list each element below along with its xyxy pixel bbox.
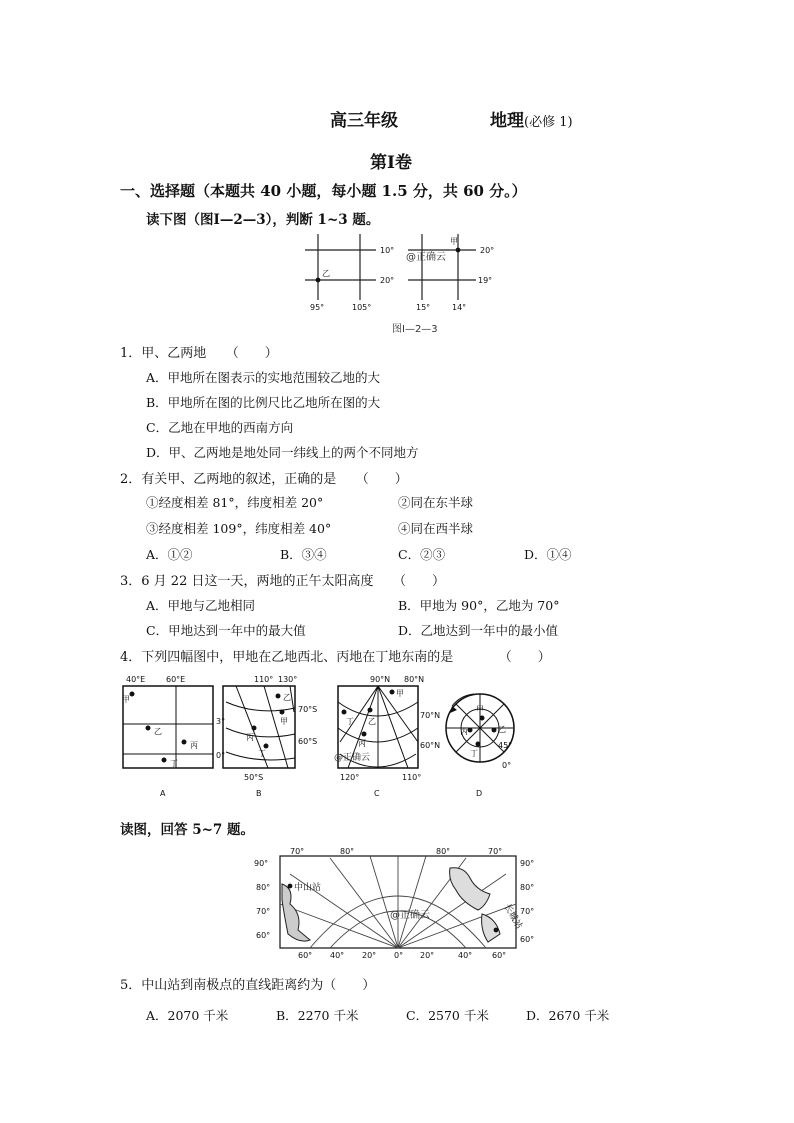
q5-option-d: D．2670 千米 (526, 1008, 610, 1023)
map-d-label: D (476, 789, 483, 798)
map-c-p3: 乙 (368, 717, 376, 726)
q2-option-d: D．①④ (524, 547, 572, 562)
map-b-lat-2: 60°S (298, 737, 318, 746)
map-b-p4: 丁 (258, 749, 266, 758)
map-a-lon-2: 60°E (166, 675, 186, 684)
q4-stem: 4．下列四幅图中，甲地在乙地西北、丙地在丁地东南的是 （ ） (120, 650, 551, 665)
map-b (223, 675, 317, 798)
fig1-lon-left-a: 95° (310, 303, 325, 312)
map-c-p2: 丁 (346, 717, 354, 726)
fig2-lat-right-4: 60° (520, 935, 535, 944)
map-a-lat-1: 3° (216, 717, 226, 726)
map-b-p2: 甲 (280, 717, 288, 726)
fig2-lon-bottom-4: 0° (394, 951, 404, 960)
map-c-dot-3 (368, 708, 373, 713)
zhongshan-station-dot (288, 884, 293, 889)
fig2-lat-right-1: 90° (520, 859, 535, 868)
q2-statement-3: ③经度相差 109°，纬度相差 40° (146, 521, 332, 536)
q3-option-b: B．甲地为 90°，乙地为 70° (398, 598, 560, 613)
map-a-lon-1: 40°E (126, 675, 146, 684)
map-a-dot-1 (130, 692, 135, 697)
fig2-lat-right-2: 80° (520, 883, 535, 892)
map-a-label: A (160, 789, 166, 798)
map-a-p2: 乙 (154, 727, 162, 736)
zhongshan-station-label: 中山站 (294, 883, 322, 893)
fig2-lat-left-1: 90° (254, 859, 269, 868)
fig1-lat-top-left: 10° (380, 246, 395, 255)
fig1-lat-bottom-left: 20° (380, 276, 395, 285)
fig1-point-yi-label: 乙 (322, 269, 330, 278)
q5-option-b: B．2270 千米 (276, 1008, 359, 1023)
volume-title: 第Ⅰ卷 (370, 153, 412, 173)
q3-option-c: C．甲地达到一年中的最大值 (146, 623, 306, 638)
map-c-dot-4 (362, 732, 367, 737)
q3-option-d: D．乙地达到一年中的最小值 (398, 623, 559, 638)
changcheng-station-label: 长城站 (501, 902, 524, 931)
map-d-mark-0: 0° (502, 761, 512, 770)
map-d-p2: 丙 (460, 727, 468, 736)
fig1-point-jia-label: 甲 (450, 237, 458, 246)
fig2-lon-top-3: 80° (436, 847, 451, 856)
map-c-lon-1: 90°N (370, 675, 391, 684)
fig2-lon-bottom-3: 20° (362, 951, 377, 960)
map-b-dot-1 (276, 694, 281, 699)
map-c-lat-1: 70°N (420, 711, 441, 720)
fig2-lon-bottom-2: 40° (330, 951, 345, 960)
map-c-dot-1 (390, 690, 395, 695)
subject-name: 地理 (490, 111, 524, 131)
map-b-lon-1: 110° (254, 675, 274, 684)
fig2-lon-top-2: 80° (340, 847, 355, 856)
map-d-p3: 乙 (498, 725, 506, 734)
q2-option-b: B．③④ (280, 547, 327, 562)
map-b-dot-3 (252, 726, 257, 731)
map-a-dot-2 (146, 726, 151, 731)
fig1-watermark: @正确云 (406, 252, 446, 263)
map-c-label: C (374, 789, 380, 798)
grade-title: 高三年级 (330, 111, 398, 131)
map-a-p3: 丙 (190, 741, 198, 750)
map-c-lon-2: 80°N (404, 675, 425, 684)
figure4-maps (118, 672, 538, 802)
fig2-lat-right-3: 70° (520, 907, 535, 916)
q3-option-a: A．甲地与乙地相同 (146, 598, 256, 613)
fig2-lat-left-2: 80° (256, 883, 271, 892)
map-b-dot-2 (280, 710, 285, 715)
fig2-lon-top-4: 70° (488, 847, 503, 856)
map-b-lon-2: 130° (278, 675, 298, 684)
map-a-lat-2: 0° (216, 751, 226, 760)
q5-option-a: A．2070 千米 (146, 1008, 229, 1023)
map-d-p4: 丁 (470, 749, 478, 758)
map-c-lon-bottom-1: 120° (340, 773, 360, 782)
fig2-lon-bottom-6: 40° (458, 951, 473, 960)
fig1-lon-left-b: 105° (352, 303, 372, 312)
q2-option-a: A．①② (146, 547, 193, 562)
fig1-lat-top-right: 20° (480, 246, 495, 255)
q1-option-a: A．甲地所在图表示的实地范围较乙地的大 (146, 370, 381, 385)
map-b-label: B (256, 789, 262, 798)
map-c-lon-bottom-2: 110° (402, 773, 422, 782)
map-d-dot-1 (480, 716, 485, 721)
figure1-point-jia (456, 248, 461, 253)
fig2-lon-bottom-5: 20° (420, 951, 435, 960)
q2-statement-1: ①经度相差 81°，纬度相差 20° (146, 495, 324, 510)
map-a-p1: 甲 (122, 695, 130, 704)
q2-statement-4: ④同在西半球 (398, 521, 474, 536)
section-heading: 一、选择题（本题共 40 小题，每小题 1.5 分，共 60 分。） (120, 182, 527, 200)
map-d-dot-4 (476, 742, 481, 747)
subject-note: (必修 1) (524, 115, 573, 130)
map-b-dot-4 (264, 744, 269, 749)
map-d-mark-45: 45° (498, 741, 513, 750)
q5-option-c: C．2570 千米 (406, 1008, 489, 1023)
map-d-dot-3 (492, 728, 497, 733)
map-b-p1: 乙 (283, 693, 291, 702)
map-d (446, 694, 514, 798)
q1-option-b: B．甲地所在图的比例尺比乙地所在图的大 (146, 395, 381, 410)
map-d-p1: 甲 (476, 705, 484, 714)
fig2-lat-left-3: 70° (256, 907, 271, 916)
q1-stem: 1．甲、乙两地 （ ） (120, 346, 278, 361)
q1-option-c: C．乙地在甲地的西南方向 (146, 420, 294, 435)
figure1-point-yi (316, 278, 321, 283)
map-c-p4: 丙 (358, 739, 366, 748)
map-c (334, 675, 440, 798)
antarctica-map (250, 844, 550, 964)
q1-option-d: D．甲、乙两地是地处同一纬线上的两个不同地方 (146, 445, 419, 460)
fig2-lon-bottom-7: 60° (492, 951, 507, 960)
q3-stem: 3．6 月 22 日这一天，两地的正午太阳高度 （ ） (120, 574, 445, 589)
figure2-intro: 读图，回答 5~7 题。 (120, 822, 254, 838)
fig1-lon-right-a: 15° (416, 303, 431, 312)
fig1-lat-bottom-right: 19° (478, 276, 493, 285)
figure1-caption: 图Ⅰ—2—3 (392, 324, 438, 335)
map-c-p1: 甲 (396, 689, 404, 698)
q2-option-c: C．②③ (398, 547, 446, 562)
q2-stem: 2．有关甲、乙两地的叙述，正确的是 （ ） (120, 472, 408, 487)
map-a (122, 675, 225, 798)
map-b-lat-1: 70°S (298, 705, 318, 714)
q2-statement-2: ②同在东半球 (398, 495, 474, 510)
map-b-p3: 丙 (246, 733, 254, 742)
figure1-grid-map (300, 228, 520, 338)
fig2-lon-bottom-1: 60° (298, 951, 313, 960)
map-b-lon-bottom: 50°S (244, 773, 264, 782)
fig2-watermark: @正确云 (390, 910, 430, 921)
fig2-lon-top-1: 70° (290, 847, 305, 856)
subject-title (490, 106, 573, 131)
map-c-lat-2: 60°N (420, 741, 441, 750)
map-a-dot-4 (162, 758, 167, 763)
fig1-lon-right-b: 14° (452, 303, 467, 312)
map-a-dot-3 (182, 740, 187, 745)
map-c-dot-2 (342, 710, 347, 715)
fig2-lat-left-4: 60° (256, 931, 271, 940)
map-c-watermark: @正确云 (334, 753, 371, 763)
map-a-p4: 丁 (170, 759, 178, 768)
figure1-intro: 读下图（图Ⅰ—2—3），判断 1~3 题。 (146, 212, 380, 228)
changcheng-station-dot (494, 928, 499, 933)
q5-stem: 5．中山站到南极点的直线距离约为（ ） (120, 978, 376, 993)
map-d-dot-2 (468, 728, 473, 733)
